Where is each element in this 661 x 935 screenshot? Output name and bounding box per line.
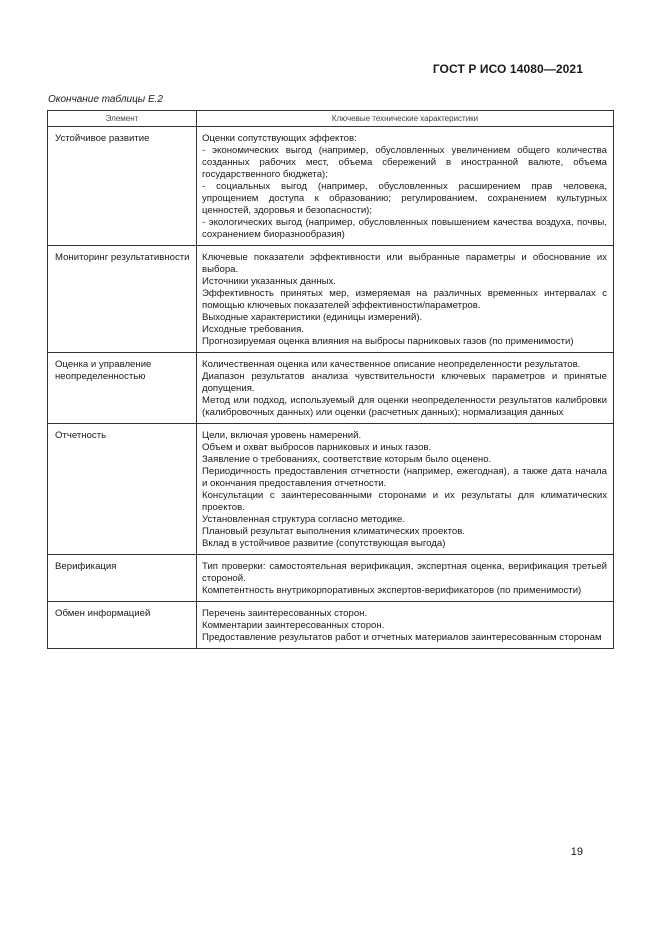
characteristic-line: Оценки сопутствующих эффектов:: [202, 133, 357, 144]
characteristic-line: Консультации с заинтересованными сторонами и их результаты для климатических проектов.: [202, 490, 607, 513]
characteristics-cell: [197, 246, 614, 353]
characteristic-line: Цели, включая уровень намерений.: [202, 430, 362, 441]
element-cell: Отчетность: [48, 424, 197, 555]
characteristic-line: Источники указанных данных.: [202, 276, 336, 287]
column-header-element: Элемент: [48, 111, 197, 127]
characteristics-cell: [197, 555, 614, 602]
characteristic-line: - экологических выгод (например, обусловленных повышением качества воздуха, почвы, сохранением биоразнообразия): [202, 217, 607, 240]
characteristic-line: Прогнозируемая оценка влияния на выбросы парниковых газов (по применимости): [202, 336, 574, 347]
characteristic-line: Объем и охват выбросов парниковых и иных газов.: [202, 442, 432, 453]
element-cell: Оценка и управление неопределенностью: [48, 353, 197, 424]
characteristic-line: Выходные характеристики (единицы измерений).: [202, 312, 423, 323]
characteristic-line: Количественная оценка или качественное описание неопределенности результатов.: [202, 359, 581, 370]
characteristic-line: Установленная структура согласно методике.: [202, 514, 405, 525]
table-row: [48, 424, 614, 555]
characteristic-line: Ключевые показатели эффективности или выбранные параметры и обоснование их выбора.: [202, 252, 607, 275]
table-row: [48, 353, 614, 424]
table-header-row: [48, 111, 614, 127]
characteristics-cell: [197, 353, 614, 424]
table-row: [48, 127, 614, 246]
characteristic-line: Предоставление результатов работ и отчетных материалов заинтересованным сторонам: [202, 632, 602, 643]
characteristic-line: Метод или подход, используемый для оценки неопределенности результатов калибровки (калибровочных данных) или оценки (расчетных данных); нормализация данных: [202, 395, 607, 418]
characteristic-line: Заявление о требованиях, соответствие которым было оценено.: [202, 454, 492, 465]
characteristic-line: Периодичность предоставления отчетности (например, ежегодная), а также дата начала и окончания предоставления отчетности.: [202, 466, 607, 489]
standard-id: ГОСТ Р ИСО 14080—2021: [432, 62, 583, 76]
characteristic-line: - социальных выгод (например, обусловленных расширением прав человека, упрощением доступа к образованию; регулированием, сохранением культурных ценностей, здоровья и безопасности);: [202, 181, 607, 216]
characteristic-line: Исходные требования.: [202, 324, 304, 335]
characteristic-line: Вклад в устойчивое развитие (сопутствующая выгода): [202, 538, 446, 549]
characteristic-line: Тип проверки: самостоятельная верификация, экспертная оценка, верификация третьей стороной.: [202, 561, 607, 584]
characteristic-line: Эффективность принятых мер, измеряемая на различных временных интервалах с помощью ключевых показателей эффективности/параметров.: [202, 288, 607, 311]
characteristics-cell: [197, 127, 614, 246]
element-cell: Обмен информацией: [48, 602, 197, 649]
page-number: 19: [570, 846, 583, 858]
characteristic-line: Плановый результат выполнения климатических проектов.: [202, 526, 465, 537]
table-row: [48, 246, 614, 353]
table-row: [48, 555, 614, 602]
characteristic-line: Диапазон результатов анализа чувствительности ключевых параметров и принятые допущения.: [202, 371, 607, 394]
characteristics-cell: [197, 424, 614, 555]
table-row: [48, 602, 614, 649]
characteristics-table: [47, 110, 614, 649]
characteristic-line: - экономических выгод (например, обусловленных увеличением общего количества созданных рабочих мест, объема сбережений в иностранной валюте, объема государственного бюджета);: [202, 145, 607, 180]
element-cell: Устойчивое развитие: [48, 127, 197, 246]
characteristic-line: Перечень заинтересованных сторон.: [202, 608, 368, 619]
element-cell: Мониторинг результативности: [48, 246, 197, 353]
characteristics-cell: [197, 602, 614, 649]
characteristic-line: Комментарии заинтересованных сторон.: [202, 620, 385, 631]
characteristic-line: Компетентность внутрикорпоративных экспертов-верификаторов (по применимости): [202, 585, 582, 596]
table-caption: Окончание таблицы Е.2: [48, 94, 163, 105]
element-cell: Верификация: [48, 555, 197, 602]
column-header-characteristics: Ключевые технические характеристики: [197, 111, 614, 127]
